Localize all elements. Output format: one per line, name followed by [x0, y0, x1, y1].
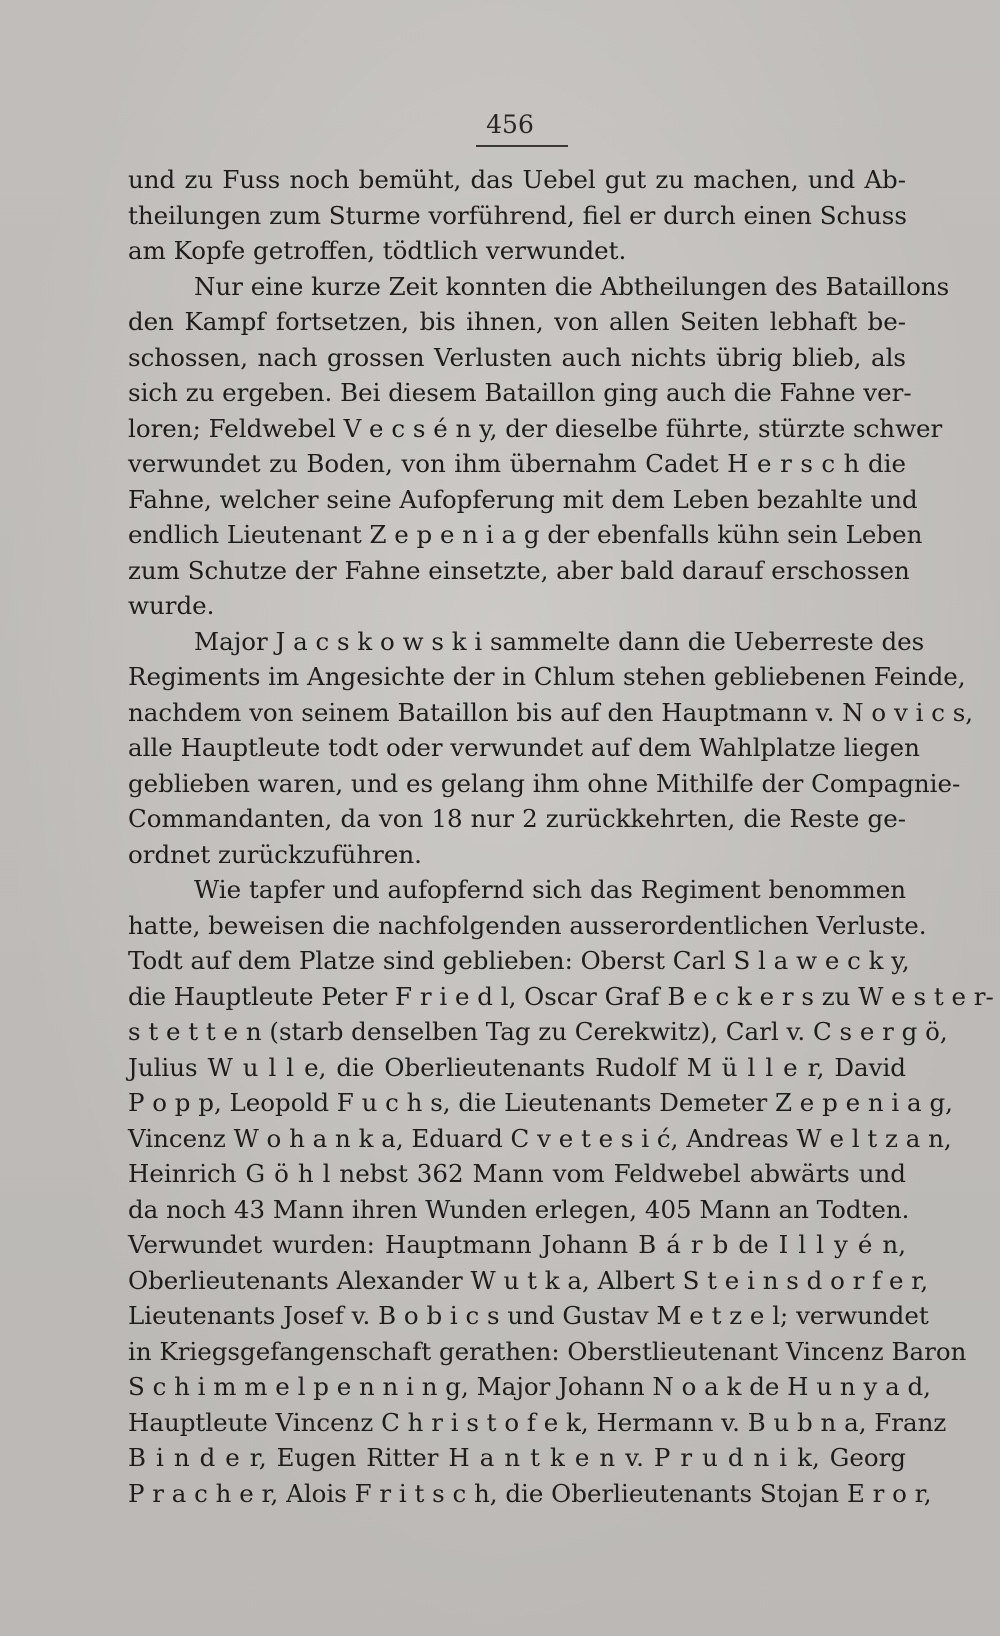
text-line: die Hauptleute Peter F r i e d l, Oscar Graf B e c k e r s zu W e s t e r-	[128, 981, 994, 1011]
text-line: S c h i m m e l p e n n i n g, Major Johann N o a k de H u n y a d,	[128, 1372, 931, 1401]
text-line: Oberlieutenants Alexander W u t k a, Albert S t e i n s d o r f e r,	[128, 1265, 929, 1295]
text-line: loren; Feldwebel V e c s é n y, der dieselbe führte, stürzte schwer	[128, 413, 943, 443]
text-line: verwundet zu Boden, von ihm übernahm Cadet H e r s c h die	[128, 449, 906, 478]
text-line: Fahne, welcher seine Aufopferung mit dem Leben bezahlte und	[128, 484, 918, 514]
text-line: in Kriegsgefangenschaft gerathen: Oberstlieutenant Vincenz Baron	[128, 1336, 967, 1366]
text-line: Todt auf dem Platze sind geblieben: Oberst Carl S l a w e c k y,	[128, 946, 910, 975]
text-line: B i n d e r, Eugen Ritter H a n t k e n v. P r u d n i k, Georg	[128, 1443, 906, 1472]
text-line: P r a c h e r, Alois F r i t s c h, die Oberlieutenants Stojan E r o r,	[128, 1478, 932, 1508]
text-line: Commandanten, da von 18 nur 2 zurückkehrten, die Reste ge-	[128, 804, 906, 833]
text-line: alle Hauptleute todt oder verwundet auf dem Wahlplatze liegen	[128, 733, 920, 762]
text-line: Hauptleute Vincenz C h r i s t o f e k, Hermann v. B u b n a, Franz	[128, 1407, 947, 1437]
text-line: s t e t t e n (starb denselben Tag zu Cerekwitz), Carl v. C s e r g ö,	[128, 1017, 948, 1046]
text-line: theilungen zum Sturme vorführend, fiel er durch einen Schuss	[128, 200, 907, 230]
text-line: Vincenz W o h a n k a, Eduard C v e t e s i ć, Andreas W e l t z a n,	[128, 1123, 952, 1153]
text-line: schossen, nach grossen Verlusten auch nichts übrig blieb, als	[128, 342, 906, 372]
text-line: Julius W u l l e, die Oberlieutenants Rudolf M ü l l e r, David	[128, 1052, 906, 1082]
text-line: endlich Lieutenant Z e p e n i a g der ebenfalls kühn sein Leben	[128, 520, 923, 549]
text-line: Regiments im Angesichte der in Chlum stehen gebliebenen Feinde,	[128, 662, 966, 691]
text-line: Verwundet wurden: Hauptmann Johann B á r b de I l l y é n,	[128, 1230, 906, 1259]
text-line: sich zu ergeben. Bei diesem Bataillon ging auch die Fahne ver-	[128, 378, 912, 407]
text-line: und zu Fuss noch bemüht, das Uebel gut zu machen, und Ab-	[128, 165, 906, 194]
page-number: 456	[486, 110, 534, 139]
paragraph-first-line: Nur eine kurze Zeit konnten die Abtheilungen des Bataillons	[194, 271, 950, 301]
text-line: nachdem von seinem Bataillon bis auf den Hauptmann v. N o v i c s,	[128, 697, 974, 727]
text-line: ordnet zurückzuführen.	[128, 839, 422, 869]
page-number-rule	[476, 145, 568, 147]
text-line: am Kopfe getroffen, tödtlich verwundet.	[128, 236, 627, 265]
paragraph-first-line: Wie tapfer und aufopfernd sich das Regiment benommen	[194, 875, 906, 904]
body-text	[128, 162, 994, 1511]
text-line: da noch 43 Mann ihren Wunden erlegen, 405 Mann an Todten.	[128, 1194, 910, 1224]
text-line: P o p p, Leopold F u c h s, die Lieutenants Demeter Z e p e n i a g,	[128, 1088, 953, 1117]
text-line: Lieutenants Josef v. B o b i c s und Gustav M e t z e l; verwundet	[128, 1301, 929, 1330]
text-line: geblieben waren, und es gelang ihm ohne Mithilfe der Compagnie-	[128, 768, 961, 798]
text-line: Heinrich G ö h l nebst 362 Mann vom Feldwebel abwärts und	[128, 1159, 906, 1188]
text-line: hatte, beweisen die nachfolgenden ausserordentlichen Verluste.	[128, 910, 927, 940]
text-line: zum Schutze der Fahne einsetzte, aber bald darauf erschossen	[128, 555, 910, 585]
paragraph-first-line: Major J a c s k o w s k i sammelte dann die Ueberreste des	[194, 626, 925, 656]
text-line: wurde.	[128, 591, 215, 620]
text-line: den Kampf fortsetzen, bis ihnen, von allen Seiten lebhaft be-	[128, 307, 906, 336]
